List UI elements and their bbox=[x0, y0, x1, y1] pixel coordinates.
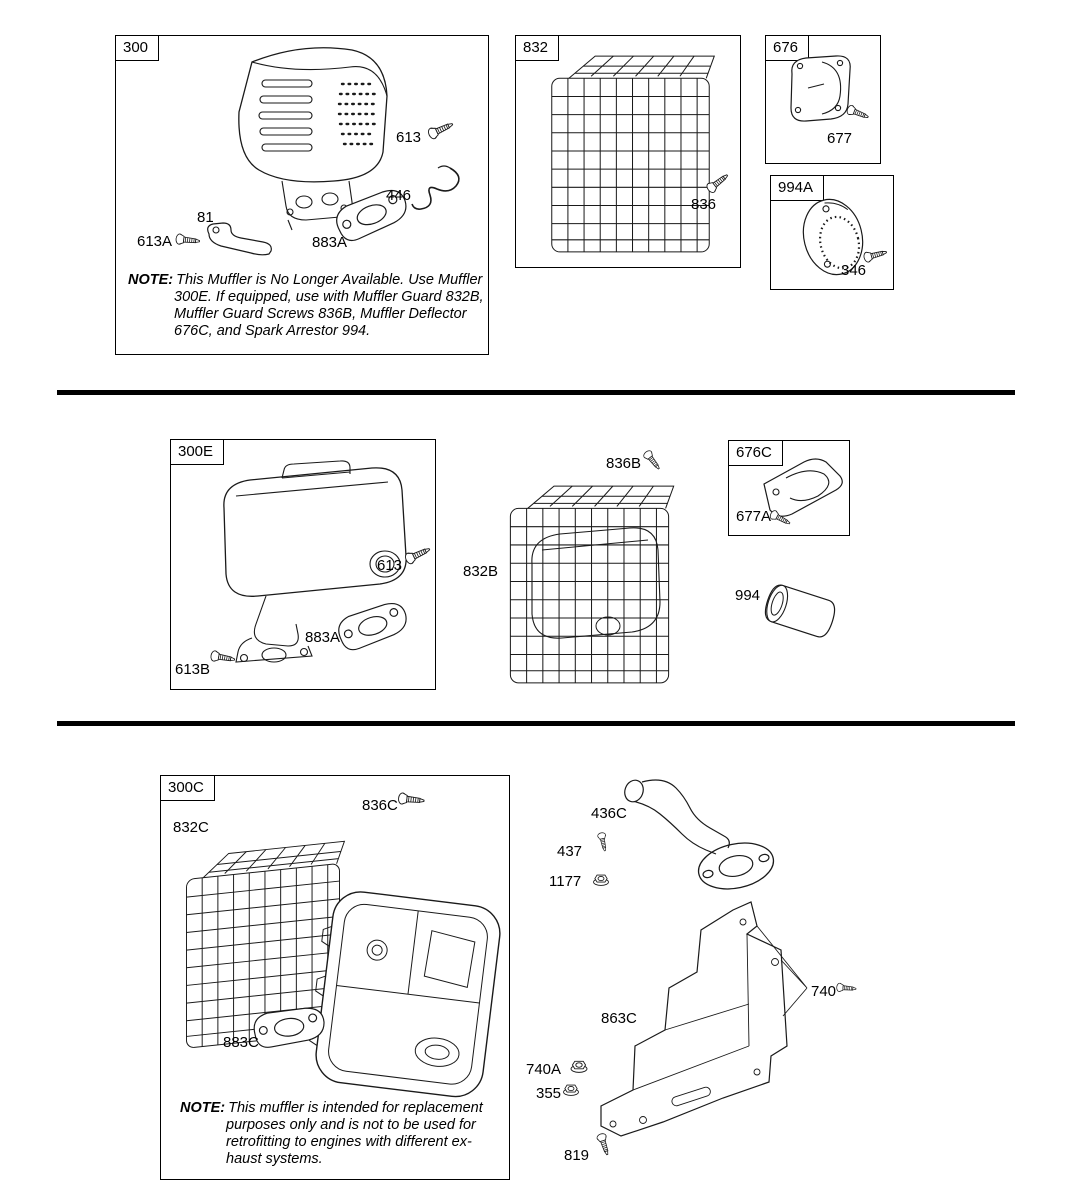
note-text: This Muffler is No Longer Available. Use Muffler bbox=[176, 272, 483, 288]
wire-clip-446-illustration bbox=[406, 162, 468, 220]
note-line: Muffler Guard Screws 836B, Muffler Deflector bbox=[174, 306, 467, 322]
part-label-355: 355 bbox=[536, 1085, 562, 1102]
note-line: 300E. If equipped, use with Muffler Guard 832B, bbox=[174, 289, 484, 305]
muffler-guard-832-illustration bbox=[533, 48, 728, 260]
box-tag-994A: 994A bbox=[771, 176, 824, 201]
box-tag-676: 676 bbox=[766, 36, 809, 61]
note-muffler-300C bbox=[180, 1100, 483, 1168]
muffler-300C-illustration bbox=[296, 876, 516, 1111]
note-muffler-300 bbox=[128, 272, 484, 340]
part-label-613B: 613B bbox=[175, 661, 211, 678]
box-tag-676C: 676C bbox=[729, 441, 783, 466]
flange-nut-icon bbox=[562, 1082, 580, 1096]
deflector-676-illustration bbox=[778, 52, 863, 132]
screw-icon bbox=[836, 982, 858, 994]
screw-icon bbox=[174, 233, 201, 248]
note-line bbox=[180, 1100, 483, 1117]
part-label-436C: 436C bbox=[591, 805, 627, 822]
part-label-836: 836 bbox=[691, 196, 717, 213]
box-tag-300: 300 bbox=[116, 36, 159, 61]
part-label-613: 613 bbox=[377, 557, 403, 574]
screw-icon bbox=[641, 448, 664, 473]
gasket-883A-illustration bbox=[330, 599, 412, 658]
part-label-883A: 883A bbox=[312, 234, 348, 251]
screw-icon bbox=[596, 831, 610, 853]
note-prefix: NOTE: bbox=[180, 1100, 226, 1116]
section-divider bbox=[57, 721, 1015, 726]
note-line: purposes only and is not to be used for bbox=[226, 1117, 476, 1133]
flange-nut-icon bbox=[569, 1058, 589, 1073]
part-label-740A: 740A bbox=[526, 1061, 562, 1078]
muffler-guard-832B-illustration bbox=[492, 478, 687, 691]
part-label-836C: 836C bbox=[362, 797, 398, 814]
note-line: 676C, and Spark Arrestor 994. bbox=[174, 323, 371, 339]
note-prefix: NOTE: bbox=[128, 272, 174, 288]
part-label-740: 740 bbox=[811, 983, 837, 1000]
part-label-446: 446 bbox=[386, 187, 412, 204]
part-label-832C: 832C bbox=[173, 819, 209, 836]
part-label-1177: 1177 bbox=[549, 873, 582, 890]
part-label-81: 81 bbox=[197, 209, 214, 226]
part-label-994: 994 bbox=[735, 587, 761, 604]
part-label-613A: 613A bbox=[137, 233, 173, 250]
part-label-819: 819 bbox=[564, 1147, 590, 1164]
bracket-81-illustration bbox=[203, 220, 281, 260]
part-label-863C: 863C bbox=[601, 1010, 637, 1027]
part-label-832B: 832B bbox=[463, 563, 499, 580]
box-tag-832: 832 bbox=[516, 36, 559, 61]
note-line: haust systems. bbox=[226, 1151, 323, 1167]
note-line: retrofitting to engines with different ex- bbox=[226, 1134, 472, 1150]
note-text: This muffler is intended for replacement bbox=[228, 1100, 483, 1116]
part-label-883C: 883C bbox=[223, 1034, 259, 1051]
exhaust-elbow-436C-illustration bbox=[612, 774, 780, 902]
flange-nut-icon bbox=[592, 872, 610, 886]
part-label-613: 613 bbox=[396, 129, 422, 146]
spark-arrestor-994-illustration bbox=[760, 574, 840, 649]
part-label-437: 437 bbox=[557, 843, 583, 860]
box-tag-300E: 300E bbox=[171, 440, 224, 465]
section-divider bbox=[57, 390, 1015, 395]
part-label-677A: 677A bbox=[736, 508, 772, 525]
part-label-836B: 836B bbox=[606, 455, 642, 472]
part-label-346: 346 bbox=[841, 262, 867, 279]
box-tag-300C: 300C bbox=[161, 776, 215, 801]
note-line bbox=[128, 272, 484, 289]
part-label-883A: 883A bbox=[305, 629, 341, 646]
part-label-677: 677 bbox=[827, 130, 853, 147]
